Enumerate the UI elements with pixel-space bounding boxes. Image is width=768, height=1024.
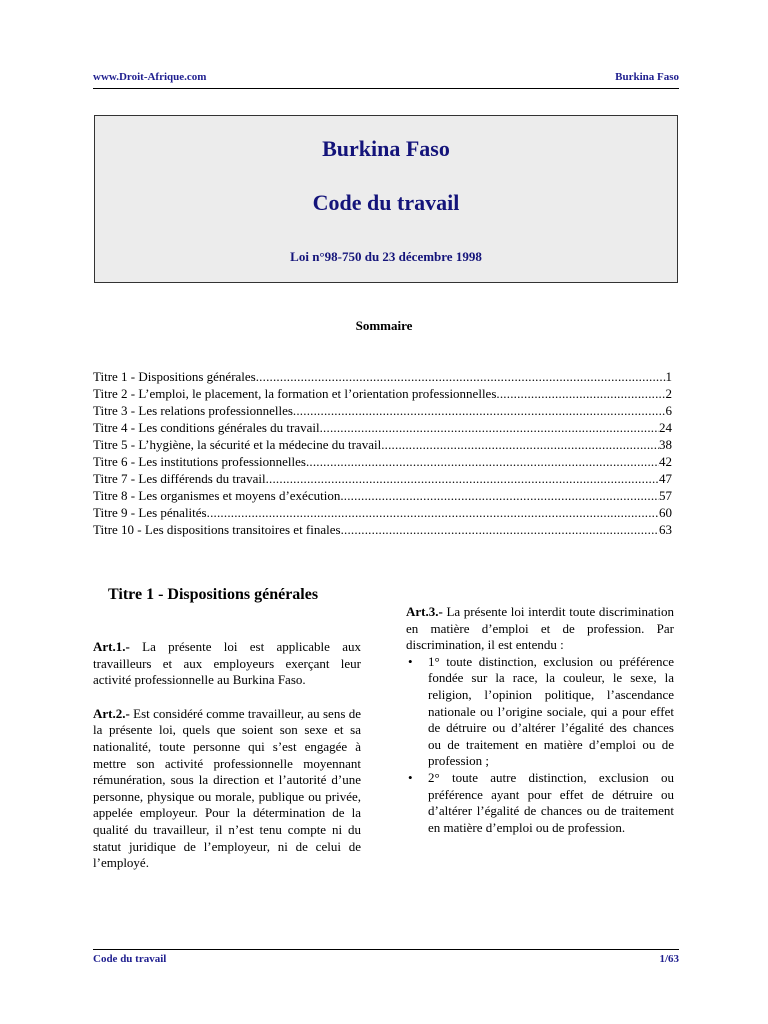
article-3-text: La présente loi interdit toute discrimination en matière d’emploi et de profession. Par discrimination, il est entendu : [406, 604, 675, 653]
article-3-list [406, 654, 674, 837]
toc-item-page: 57 [659, 488, 672, 503]
toc-leader [496, 385, 665, 402]
toc-item-title: Titre 7 - Les différends du travail [93, 471, 266, 486]
toc-leader [207, 504, 659, 521]
toc-item [93, 453, 672, 470]
toc-item-title: Titre 2 - L’emploi, le placement, la formation et l’orientation professionnelles [93, 386, 497, 401]
toc-leader [256, 368, 666, 385]
list-item [406, 770, 674, 836]
article-1 [93, 639, 361, 689]
article-2-text: Est considéré comme travailleur, au sens de la présente loi, quels que soient son sexe et sa nationalité, toute personne qui s’est engagée à mettre son activité professionnelle moyennant rémunération, sous la direction et l’autorité d’une personne, physique ou morale, publique ou privée, appelée employeur. Pour la détermination de la qualité du travailleur, il n’est tenu compte ni du statut juridique de l’employeur, ni de celui de l’employé. [93, 705, 361, 871]
header-country: Burkina Faso [615, 71, 679, 83]
toc-leader [381, 436, 659, 453]
toc-item-title: Titre 1 - Dispositions générales [93, 369, 256, 384]
bullet-icon: • [408, 653, 413, 669]
toc-item [93, 521, 672, 538]
toc-item-page: 60 [659, 505, 672, 520]
article-2-label: Art.2.- [93, 705, 130, 721]
right-column [406, 604, 674, 836]
toc-item-page: 47 [659, 471, 672, 486]
title-box [94, 115, 678, 283]
toc-item-page: 63 [659, 522, 672, 537]
page-header [93, 68, 679, 89]
article-1-text: La présente loi est applicable aux travailleurs et aux employeurs exerçant leur activité professionnelle au Burkina Faso. [93, 639, 362, 688]
toc-item-page: 2 [665, 386, 672, 401]
page-footer [93, 949, 679, 965]
toc-item-title: Titre 9 - Les pénalités [93, 505, 207, 520]
toc-leader [320, 419, 659, 436]
toc-item-title: Titre 6 - Les institutions professionnelles [93, 454, 306, 469]
list-item-text: 1° toute distinction, exclusion ou préférence fondée sur la race, la couleur, le sexe, la religion, l’opinion politique, l’ascendance nationale ou l’origine sociale, qui a pour effet de détruire ou d’altérer l’égalité des chances ou de traitement en matière d’emploi ou de profession ; [428, 653, 674, 769]
toc-item [93, 487, 672, 504]
article-2 [93, 706, 361, 872]
toc-item-title: Titre 5 - L’hygiène, la sécurité et la médecine du travail [93, 437, 382, 452]
toc-item-page: 6 [665, 403, 672, 418]
left-column [93, 639, 361, 872]
toc-item [93, 385, 672, 402]
toc-item [93, 419, 672, 436]
toc-item [93, 504, 672, 521]
toc-item [93, 402, 672, 419]
toc-item-page: 1 [665, 369, 672, 384]
toc-item-page: 42 [659, 454, 672, 469]
article-1-label: Art.1.- [93, 639, 130, 654]
table-of-contents [93, 368, 672, 538]
sommaire-heading: Sommaire [355, 318, 413, 333]
document-title: Code du travail [312, 190, 460, 215]
toc-leader [340, 487, 659, 504]
footer-page-number: 1/63 [659, 953, 679, 965]
toc-item-title: Titre 10 - Les dispositions transitoires et finales [93, 522, 341, 537]
title-country: Burkina Faso [322, 136, 450, 161]
toc-item-title: Titre 8 - Les organismes et moyens d’exécution [93, 488, 341, 503]
toc-item-title: Titre 4 - Les conditions générales du travail [93, 420, 320, 435]
article-3-label: Art.3.- [406, 604, 443, 619]
toc-leader [306, 453, 659, 470]
footer-title: Code du travail [93, 953, 167, 965]
section-heading: Titre 1 - Dispositions générales [108, 586, 319, 603]
list-item [406, 654, 674, 770]
bullet-icon: • [408, 769, 413, 785]
toc-item [93, 470, 672, 487]
toc-item-page: 24 [659, 420, 672, 435]
list-item-text: 2° toute autre distinction, exclusion ou préférence ayant pour effet de détruire ou d’altérer l’égalité de chances ou de traitement en matière d’emploi ou de profession. [428, 769, 674, 835]
toc-leader [266, 470, 659, 487]
toc-leader [341, 521, 659, 538]
law-reference: Loi n°98-750 du 23 décembre 1998 [290, 249, 482, 264]
toc-item [93, 436, 672, 453]
article-3 [406, 604, 674, 654]
toc-item [93, 368, 672, 385]
toc-leader [293, 402, 666, 419]
toc-item-title: Titre 3 - Les relations professionnelles [93, 403, 293, 418]
header-site: www.Droit-Afrique.com [93, 71, 207, 83]
toc-item-page: 38 [659, 437, 672, 452]
